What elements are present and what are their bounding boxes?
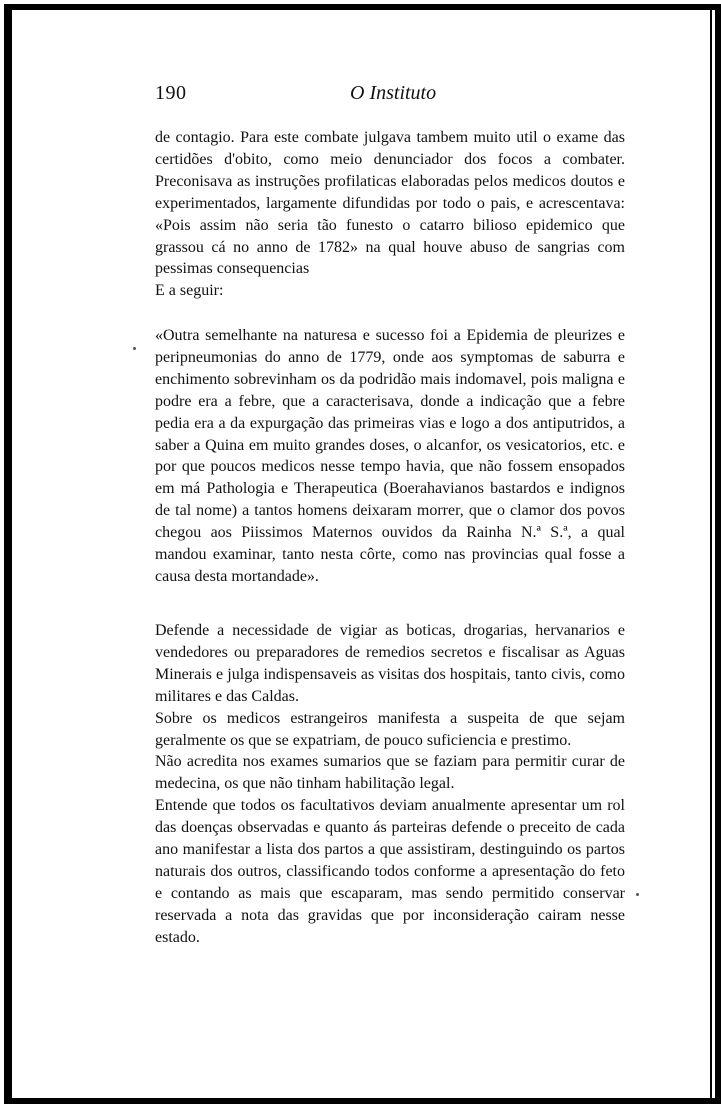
- paragraph-medicos-estrangeiros: Sobre os medicos estrangeiros manifesta a suspeita de que sejam geralmente os que se expatriam, de pouco suficiencia e prestimo.: [155, 709, 625, 749]
- paragraph-contagio: de contagio. Para este combate julgava tambem muito util o exame das certidões d'obito, como meio denunciador dos focos a combater. Preconisava as instruções profilaticas elaboradas pelos medicos doutos e experimentados, largamente difundidas por todo o pais, e acrescentava: «Pois assim não seria tão funesto o catarro bilioso epidemico que grassou cá no anno de 1782» na qual houve abuso de sangrias com pessimas consequencias: [155, 129, 625, 278]
- quotation-epidemia: «Outra semelhante na naturesa e sucesso foi a Epidemia de pleurizes e peripneumonias do anno de 1779, onde aos symptomas de saburra e enchimento sobrevinham os da podridão mais indomavel, pois maligna e podre era a febre, que a caracterisava, donde a indicação que a febre pedia era a da expurgação das primeiras vias e logo a dos antiputridos, a saber a Quina em muito grandes doses, o alcanfor, os vesicatorios, etc. e por que poucos medicos nesse tempo havia, que não fossem ensopados em má Pathologia e Therapeutica (Boerahavianos bastardos e indignos de tal nome) a tantos homens deixaram morrer, que o clamor dos povos chegou aos Piissimos Maternos ouvidos da Rainha N.ª S.ª, a qual mandou examinar, tanto nesta côrte, como nas provincias qual fosse a causa desta mortandade».: [155, 327, 625, 585]
- paragraph-e-a-seguir: E a seguir:: [155, 282, 224, 300]
- paragraph-block-3: [155, 620, 625, 949]
- paragraph-facultativos: Entende que todos os facultativos deviam anualmente apresentar um rol das doenças observadas e quanto ás parteiras defende o preceito de cada ano manifestar a lista dos partos a que assistiram, destinguindo os partos naturais dos outros, classificando todos conforme a apresentação do feto e contando as mais que escaparam, mas sendo permitido conservar reservada a nota das gravidas que por inconsideração cairam nesse estado.: [155, 797, 625, 946]
- page-header: [155, 82, 625, 112]
- scan-speck: [636, 893, 639, 896]
- scan-speck: [133, 347, 136, 350]
- paragraph-boticas: Defende a necessidade de vigiar as boticas, drogarias, hervanarios e vendedores ou preparadores de remedios secretos e fiscalisar as Aguas Minerais e julga indispensaveis as visitas dos hospitais, tanto civis, como militares e das Caldas.: [155, 622, 625, 705]
- running-title: O Instituto: [350, 82, 437, 104]
- page-number: 190: [155, 82, 187, 104]
- paragraph-exames-sumarios: Não acredita nos exames sumarios que se faziam para permitir curar de medecina, os que não tinham habilitação legal.: [155, 753, 625, 793]
- paragraph-block-1: [155, 127, 625, 302]
- quotation-block: [155, 325, 625, 588]
